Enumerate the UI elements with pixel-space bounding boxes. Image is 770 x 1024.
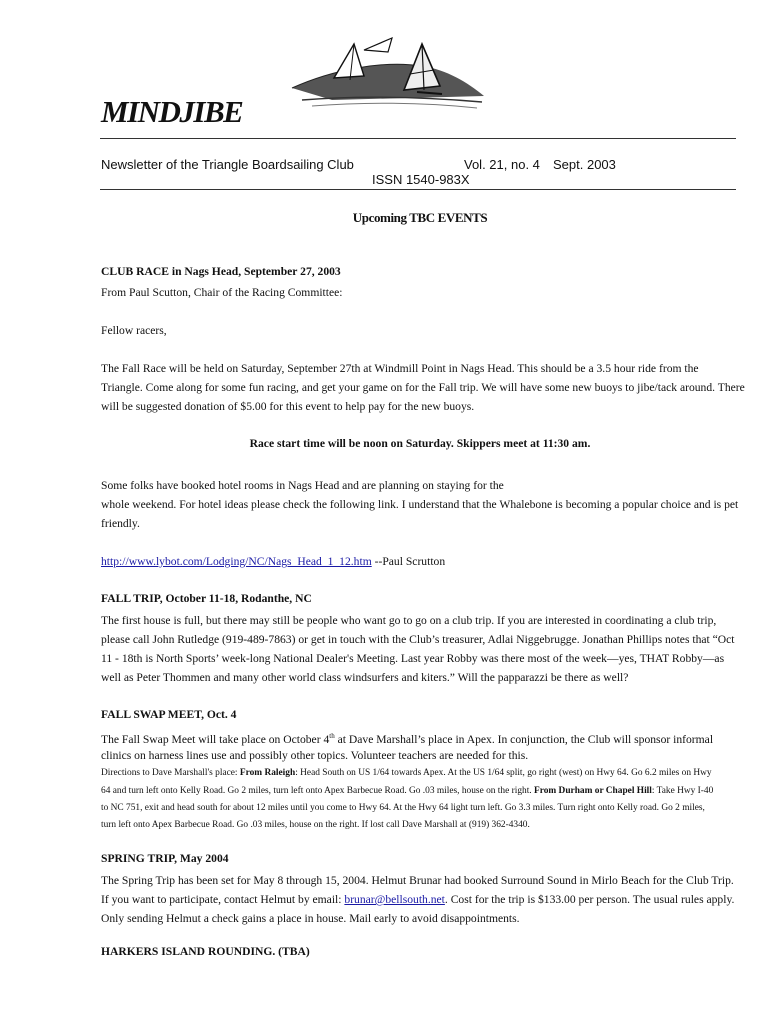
spring-trip-paragraph-line: The Spring Trip has been set for May 8 through 15, 2004. Helmut Brunar had booked Surround Sound in Mirlo Beach for the Club Trip. (101, 874, 734, 887)
lodging-link[interactable]: http://www.lybot.com/Lodging/NC/Nags_Head_1_12.htm (101, 555, 372, 568)
directions-line (101, 764, 712, 782)
directions-line: to NC 751, exit and head south for about 12 miles until you come to Hwy 64. At the Hwy 64 light turn left. Go 3.3 miles. Turn right onto Kelly road. Go 2 miles, (101, 803, 705, 813)
spring-trip-heading: SPRING TRIP, May 2004 (101, 852, 229, 865)
windsurfer-logo-illustration (272, 30, 492, 116)
swap-meet-paragraph-line: clinics on harness lines use and possibly other topics. Volunteer teachers are needed for this. (101, 749, 529, 762)
club-race-from: From Paul Scutton, Chair of the Racing Committee: (101, 286, 343, 299)
newsletter-title: MINDJIBE (101, 94, 243, 129)
hotel-paragraph-line: friendly. (101, 517, 140, 530)
harkers-island-heading: HARKERS ISLAND ROUNDING. (TBA) (101, 945, 310, 958)
section-title: Upcoming TBC EVENTS (352, 210, 488, 225)
ordinal-suffix: th (329, 732, 335, 740)
race-start-time: Race start time will be noon on Saturday. Skippers meet at 11:30 am. (249, 437, 591, 450)
directions-from-durham: From Durham or Chapel Hill (534, 786, 652, 796)
fall-trip-heading: FALL TRIP, October 11-18, Rodanthe, NC (101, 592, 312, 605)
club-race-heading: CLUB RACE in Nags Head, September 27, 2003 (101, 265, 341, 278)
masthead-top-rule (100, 138, 736, 139)
directions-line: turn left onto Apex Barbecue Road. Go .03 miles, house on the right. If lost call Dave Marshall at (919) 362-4340. (101, 820, 530, 830)
club-race-paragraph-line: Triangle. Come along for some fun racing, and get your game on for the Fall trip. We will have some new buoys to jibe/tack around. There (101, 381, 745, 394)
swap-meet-text: The Fall Swap Meet will take place on October 4 (101, 732, 330, 746)
directions-line (101, 782, 713, 800)
fall-trip-paragraph-line: The first house is full, but there may still be people who want go to go on a club trip. If you are interested in coordinating a club trip, (101, 614, 717, 627)
club-race-paragraph-line: The Fall Race will be held on Saturday, September 27th at Windmill Point in Nags Head. This should be a 3.5 hour ride from the (101, 362, 699, 375)
issue-date: Sept. 2003 (553, 157, 616, 172)
directions-text: 64 and turn left onto Kelly Road. Go 2 miles, turn left onto Apex Barbecue Road. Go .03 miles, house on the right. (101, 786, 534, 796)
spring-trip-paragraph-line: Only sending Helmut a check gains a place in house. Mail early to avoid disappointments. (101, 912, 520, 925)
hotel-paragraph-line: whole weekend. For hotel ideas please check the following link. I understand that the Whalebone is becoming a popular choice and is pet (101, 498, 739, 511)
spring-trip-text: . Cost for the trip is $133.00 per person. The usual rules apply. (444, 893, 735, 906)
directions-text: : Head South on US 1/64 towards Apex. At the US 1/64 split, go right (west) on Hwy 64. Go 6.2 miles on Hwy (295, 768, 712, 778)
spring-trip-paragraph-line (101, 890, 734, 909)
directions-text: : Take Hwy I-40 (651, 786, 714, 796)
hotel-paragraph-line: Some folks have booked hotel rooms in Nags Head and are planning on staying for the (101, 479, 504, 492)
volume-number: Vol. 21, no. 4 (464, 157, 540, 172)
masthead-bottom-rule (100, 189, 736, 190)
club-race-paragraph-line: will be suggested donation of $5.00 for this event to help pay for the new buoys. (101, 400, 475, 413)
directions-text: Directions to Dave Marshall's place: (101, 768, 240, 778)
swap-meet-text: at Dave Marshall’s place in Apex. In conjunction, the Club will sponsor informal (334, 732, 714, 746)
link-signoff: --Paul Scrutton (371, 555, 446, 568)
lodging-link-line (101, 552, 445, 571)
fall-trip-paragraph-line: 11 - 18th is North Sports’ week-long National Dealer's Meeting. Last year Robby was there most of the week—yes, THAT Robby—as (101, 652, 725, 665)
email-link[interactable]: brunar@bellsouth.net (344, 893, 445, 906)
fall-trip-paragraph-line: please call John Rutledge (919-489-7863) or get in touch with the Club’s treasurer, Adlai Niggebrugge. Jonathan Phillips notes that “Oct (101, 633, 735, 646)
swap-meet-heading: FALL SWAP MEET, Oct. 4 (101, 708, 237, 721)
spring-trip-text: If you want to participate, contact Helmut by email: (101, 893, 345, 906)
fall-trip-paragraph-line: well as Peter Thommen and many other world class windsurfers and kiters.” Will the papparazzi be there as well? (101, 671, 629, 684)
directions-from-raleigh: From Raleigh (239, 768, 296, 778)
issn-number: ISSN 1540-983X (372, 172, 470, 187)
club-race-greeting: Fellow racers, (101, 324, 167, 337)
newsletter-subtitle: Newsletter of the Triangle Boardsailing Club (101, 157, 354, 172)
